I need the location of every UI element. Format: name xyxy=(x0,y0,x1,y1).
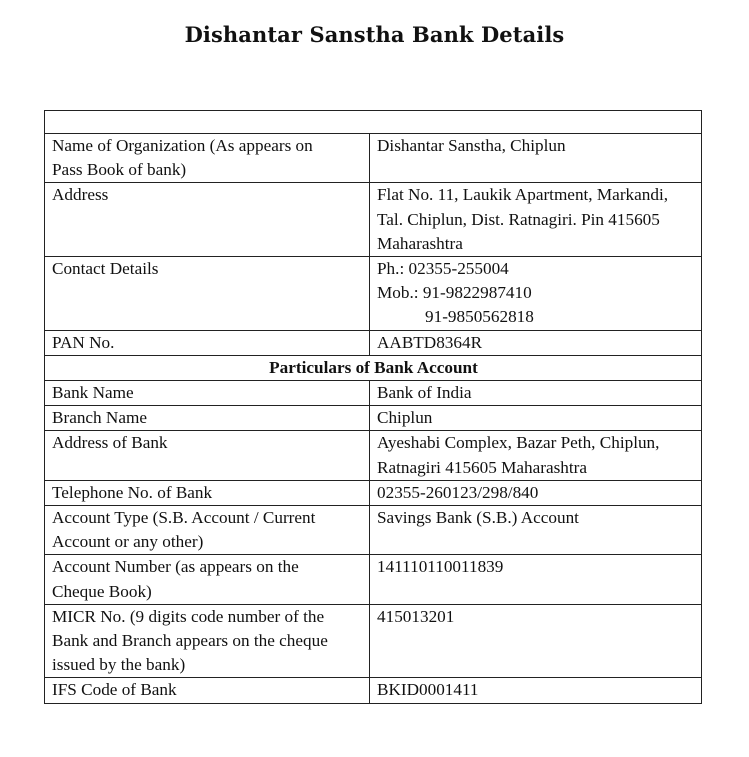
table-row-branch-name xyxy=(45,406,702,431)
row-value: 415013201 xyxy=(377,606,455,626)
table-row-bank-telephone xyxy=(45,480,702,505)
row-label: Bank Name xyxy=(52,383,134,403)
row-label: Address of Bank xyxy=(52,433,168,453)
value-cell xyxy=(370,604,702,678)
value-cell xyxy=(370,330,702,355)
row-value: AABTD8364R xyxy=(377,332,483,352)
value-cell xyxy=(370,480,702,505)
bank-details-table xyxy=(44,110,702,704)
label-cell xyxy=(45,183,370,257)
row-label: Name of Organization (As appears on xyxy=(52,136,313,155)
table-row-address xyxy=(45,183,702,257)
section-heading-row xyxy=(45,355,702,380)
row-label: IFS Code of Bank xyxy=(52,680,177,700)
label-cell xyxy=(45,134,370,183)
table-row-account-number xyxy=(45,555,702,604)
row-label: Bank and Branch appears on the cheque xyxy=(52,631,328,651)
row-label: issued by the bank) xyxy=(52,655,186,675)
phone-value: Ph.: 02355-255004 xyxy=(377,259,509,279)
row-label: Pass Book of bank) xyxy=(52,160,187,180)
row-label: Branch Name xyxy=(52,408,147,428)
label-cell xyxy=(45,555,370,604)
row-label: Account Number (as appears on the xyxy=(52,557,299,577)
mobile-value: Mob.: 91-9822987410 xyxy=(377,283,532,303)
row-label: PAN No. xyxy=(52,332,115,352)
page-title: Dishantar Sanstha Bank Details xyxy=(184,22,565,47)
table-row-pan xyxy=(45,330,702,355)
row-value: BKID0001411 xyxy=(377,680,479,700)
table-row-ifs-code xyxy=(45,678,702,703)
label-cell xyxy=(45,678,370,703)
row-label: Account or any other) xyxy=(52,532,204,552)
label-cell xyxy=(45,257,370,331)
row-label: Telephone No. of Bank xyxy=(52,482,213,502)
table-row-organization-name xyxy=(45,134,702,183)
row-label: Account Type (S.B. Account / Current xyxy=(52,508,316,528)
row-label: Address xyxy=(52,185,109,205)
label-cell xyxy=(45,381,370,406)
label-cell xyxy=(45,330,370,355)
row-value: Chiplun xyxy=(377,408,433,428)
row-value: 141110110011839 xyxy=(377,557,504,577)
row-value: Ayeshabi Complex, Bazar Peth, Chiplun, xyxy=(377,433,660,453)
label-cell xyxy=(45,480,370,505)
section-heading: Particulars of Bank Account xyxy=(45,355,702,380)
label-cell xyxy=(45,604,370,678)
table-row-account-type xyxy=(45,506,702,555)
value-cell xyxy=(370,134,702,183)
row-label: MICR No. (9 digits code number of the xyxy=(52,606,325,626)
table-header-blank-row xyxy=(45,111,702,134)
value-cell xyxy=(370,257,702,331)
value-cell xyxy=(370,678,702,703)
row-value: Savings Bank (S.B.) Account xyxy=(377,508,579,528)
row-value: Maharashtra xyxy=(377,233,463,253)
value-cell xyxy=(370,381,702,406)
mobile-value-secondary: 91-9850562818 xyxy=(425,307,534,327)
row-value: Ratnagiri 415605 Maharashtra xyxy=(377,457,588,477)
table-row-micr xyxy=(45,604,702,678)
table-row-contact-details xyxy=(45,257,702,331)
row-label: Cheque Book) xyxy=(52,581,152,601)
blank-cell xyxy=(45,111,702,134)
value-cell xyxy=(370,555,702,604)
label-cell xyxy=(45,431,370,480)
value-cell xyxy=(370,506,702,555)
value-cell xyxy=(370,431,702,480)
row-value: Dishantar Sanstha, Chiplun xyxy=(377,136,566,155)
label-cell xyxy=(45,506,370,555)
row-label: Contact Details xyxy=(52,259,159,279)
value-cell xyxy=(370,183,702,257)
table-row-bank-name xyxy=(45,381,702,406)
row-value: Tal. Chiplun, Dist. Ratnagiri. Pin 415605 xyxy=(377,209,660,229)
value-cell xyxy=(370,406,702,431)
row-value: Bank of India xyxy=(377,383,472,403)
table-row-bank-address xyxy=(45,431,702,480)
row-value: 02355-260123/298/840 xyxy=(377,482,539,502)
label-cell xyxy=(45,406,370,431)
row-value: Flat No. 11, Laukik Apartment, Markandi, xyxy=(377,185,669,205)
